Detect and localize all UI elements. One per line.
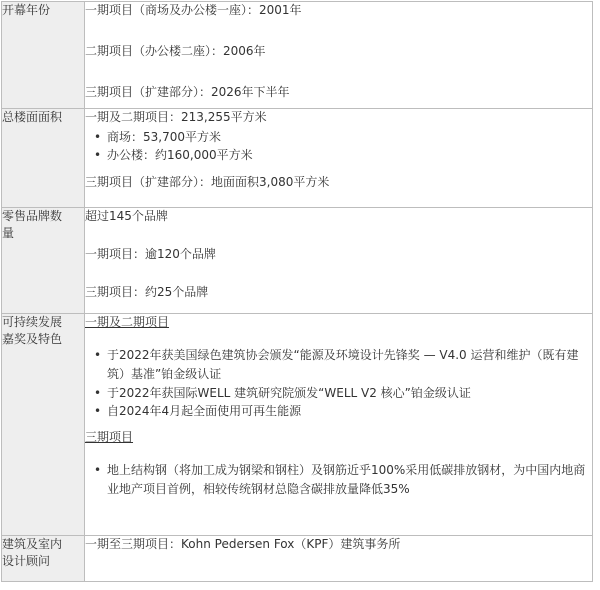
brands-phase1: 一期项目：逾120个品牌 — [85, 247, 216, 261]
table-row — [2, 109, 593, 208]
gfa-list — [85, 128, 592, 164]
opening-phase3: 三期项目（扩建部分）：2026年下半年 — [85, 85, 290, 99]
label-text: 总楼面面积 — [2, 110, 63, 124]
table-row — [2, 314, 593, 536]
row-content — [85, 2, 593, 109]
row-content — [85, 536, 593, 582]
list-item: • 办公楼：约160,000平方米 — [85, 146, 592, 164]
label-text: 可持续发展 — [2, 315, 63, 329]
sustainability-list-2 — [85, 461, 592, 499]
section-heading-phase1-2: 一期及二期项目 — [85, 315, 170, 329]
list-item: • 自2024年4月起全面使用可再生能源 — [85, 402, 592, 420]
row-label — [2, 109, 85, 208]
row-label — [2, 208, 85, 314]
label-text: 嘉奖及特色 — [2, 332, 63, 346]
opening-phase1: 一期项目（商场及办公楼一座）：2001年 — [85, 3, 302, 17]
design-consultant: 一期至三期项目：Kohn Pedersen Fox（KPF）建筑事务所 — [85, 537, 401, 551]
table-row — [2, 208, 593, 314]
table-row — [2, 2, 593, 109]
row-label — [2, 536, 85, 582]
list-item: • 商场：53,700平方米 — [85, 128, 592, 146]
list-item: • 于2022年获国际WELL 建筑研究院颁发“WELL V2 核心”铂金级认证 — [85, 384, 592, 402]
label-text: 开幕年份 — [2, 3, 51, 17]
list-item: • 于2022年获美国绿色建筑协会颁发“能源及环境设计先锋奖 — V4.0 运营和维护（既有建筑）基准”铂金级认证 — [85, 346, 592, 384]
label-text: 建筑及室内 — [2, 537, 63, 551]
opening-phase2: 二期项目（办公楼二座）：2006年 — [85, 44, 266, 58]
row-label — [2, 314, 85, 536]
label-text: 量 — [2, 226, 15, 240]
project-info-table — [1, 1, 593, 582]
list-item: • 地上结构钢（将加工成为钢梁和钢柱）及钢筋近乎100%采用低碳排放钢材，为中国内地商业地产项目首例，相较传统钢材总隐含碳排放量降低35% — [85, 461, 592, 499]
row-content — [85, 109, 593, 208]
row-content — [85, 314, 593, 536]
label-text: 零售品牌数 — [2, 209, 63, 223]
table-row — [2, 536, 593, 582]
row-content — [85, 208, 593, 314]
sustainability-list-1 — [85, 346, 592, 420]
section-heading-phase3: 三期项目 — [85, 430, 134, 444]
brands-phase3: 三期项目：约25个品牌 — [85, 285, 209, 299]
label-text: 设计顾问 — [2, 554, 51, 568]
brands-total: 超过145个品牌 — [85, 209, 168, 223]
gfa-phase3: 三期项目（扩建部分）：地面面积3,080平方米 — [85, 175, 330, 189]
gfa-intro: 一期及二期项目：213,255平方米 — [85, 110, 267, 124]
row-label — [2, 2, 85, 109]
